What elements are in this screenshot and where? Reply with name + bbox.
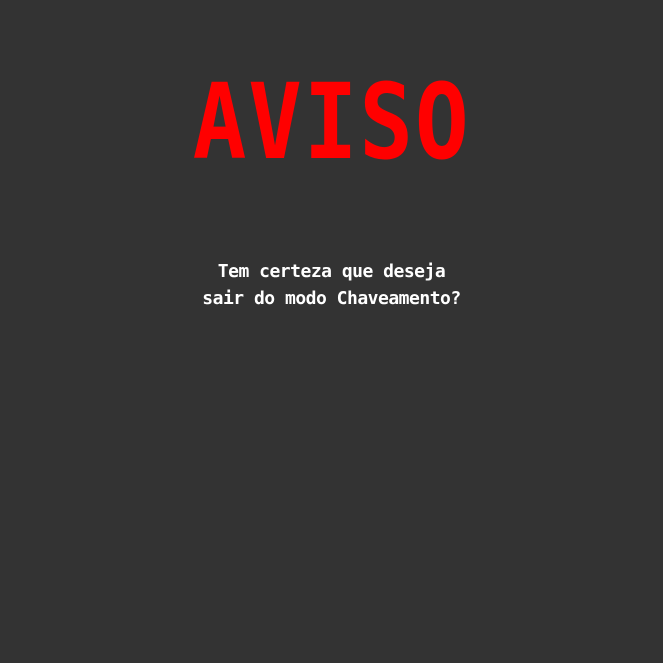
dialog-message: [0, 258, 663, 312]
dialog-title: AVISO: [192, 61, 471, 183]
dialog-message-line-2: sair do modo Chaveamento?: [202, 288, 461, 309]
dialog-message-line-1: Tem certeza que deseja: [217, 261, 446, 282]
